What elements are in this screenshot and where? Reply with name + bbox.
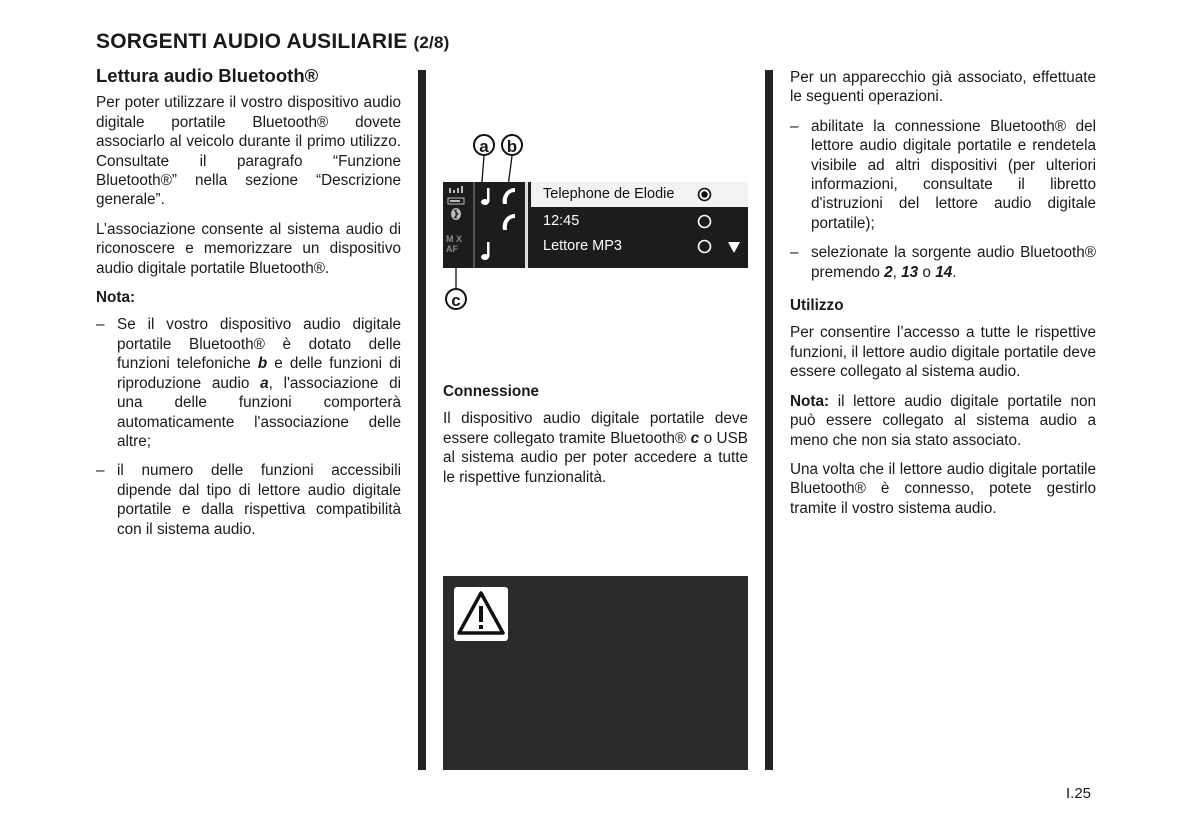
status-label-x: X [456, 234, 463, 244]
warning-icon [454, 587, 508, 641]
ref-a: a [260, 374, 269, 392]
text-run: o [918, 263, 936, 281]
status-label-af: AF [446, 244, 458, 254]
text-run: , [892, 263, 902, 281]
paragraph-association: L’associazione consente al sistema audio di riconoscere e memorizzare un dispositivo audio digitale portatile Bluetooth®. [96, 220, 401, 277]
text-run: e delle funzioni di riproduzione audio [117, 355, 401, 392]
key-13: 13 [901, 263, 919, 281]
status-labels [446, 234, 462, 254]
menu-item-label: Telephone de Elodie [543, 186, 675, 202]
note-label: Nota: [790, 392, 830, 410]
function-icons [477, 184, 523, 268]
warning-triangle-icon [454, 587, 508, 641]
text-run: il lettore audio digitale portatile non può essere collegato al sistema audio a meno che non sia stato associato. [790, 392, 1096, 449]
menu-item-time[interactable] [531, 209, 748, 234]
paragraph-connected: Una volta che il lettore audio digitale portatile Bluetooth® è connesso, potete gestirlo tramite il vostro sistema audio. [790, 460, 1096, 517]
radio-empty-icon [697, 239, 712, 254]
steps-list [790, 117, 1096, 282]
column-divider [418, 70, 426, 770]
section-heading-usage: Utilizzo [790, 297, 844, 315]
menu-item-label: 12:45 [543, 213, 580, 229]
music-note-icon [481, 242, 490, 260]
radio-selected-icon [697, 187, 712, 202]
text-run: Il dispositivo audio digitale portatile deve essere collegato tramite Bluetooth® [443, 410, 748, 447]
paragraph-connection [443, 409, 748, 487]
list-item [96, 315, 401, 451]
display-screen [443, 182, 748, 268]
text-run: Se il vostro dispositivo audio digitale portatile Bluetooth® è dotato delle funzioni telefoniche [117, 316, 401, 373]
radio-empty-icon [697, 214, 712, 229]
list-item [790, 243, 1096, 282]
menu-item-mp3[interactable] [531, 234, 748, 259]
text-run: selezionate la sorgente audio Bluetooth® premendo [811, 244, 1096, 281]
menu-item-telephone[interactable] [531, 182, 748, 207]
figure-label-a: a [473, 134, 495, 156]
section-heading-bluetooth: Lettura audio Bluetooth® [96, 65, 319, 86]
ref-c: c [690, 429, 700, 447]
ref-b: b [257, 355, 268, 373]
page-title [96, 30, 449, 54]
section-heading-connection: Connessione [443, 383, 540, 400]
list-item: – il numero delle funzioni accessibili dipende dal tipo di lettore audio digitale portatile e dalla rispettiva compatibilità con il sistema audio. [96, 461, 401, 539]
paragraph-note [790, 392, 1096, 450]
note-label: Nota: [96, 289, 136, 307]
audio-display-figure [443, 128, 748, 313]
phone-icon [503, 188, 515, 204]
key-14: 14 [935, 263, 953, 281]
phone-icon [503, 214, 515, 230]
paragraph-usage: Per consentire l’accesso a tutte le rispettive funzioni, il lettore audio digitale portatile deve essere collegato al sistema audio. [790, 324, 1096, 381]
page-title-part: (2/8) [413, 33, 450, 52]
text-run: o USB al sistema audio per poter accedere a tutte le rispettive funzionalità. [443, 429, 748, 486]
figure-label-c: c [445, 288, 467, 310]
column-middle [443, 382, 748, 497]
menu-item-label: Lettore MP3 [543, 238, 622, 254]
paragraph-already-paired: Per un apparecchio già associato, effettuate le seguenti operazioni. [790, 69, 1096, 106]
status-label-m: M [446, 234, 454, 244]
paragraph-intro: Per poter utilizzare il vostro dispositivo audio digitale portatile Bluetooth® dovete associarlo al veicolo durante il primo utilizzo. Consultate il paragrafo “Funzione Bluetooth®” nella sezione “Descrizione generale”. [96, 94, 401, 209]
page-number: I.25 [1066, 785, 1092, 802]
text-run: . [952, 263, 957, 281]
note-list [96, 315, 401, 538]
key-2: 2 [884, 263, 893, 281]
music-note-icon [481, 188, 490, 205]
scroll-down-icon[interactable] [728, 242, 740, 254]
list-item: – abilitate la connessione Bluetooth® del lettore audio digitale portatile e rendetela visibile ad altri dispositivi (per ulteriori informazioni, consultate il libretto d'istruzioni del lettore audio digitale portatile); [790, 117, 1096, 233]
figure-label-b: b [501, 134, 523, 156]
column-left [96, 66, 401, 549]
status-icons [447, 186, 469, 266]
column-divider [765, 70, 773, 770]
page-title-text: SORGENTI AUDIO AUSILIARIE [96, 30, 408, 53]
column-right [790, 68, 1096, 528]
display-divider [473, 182, 475, 268]
text-run: , l'associazione di una delle funzioni comporterà automaticamente l'associazione delle altre; [117, 374, 401, 450]
display-divider [525, 182, 528, 268]
